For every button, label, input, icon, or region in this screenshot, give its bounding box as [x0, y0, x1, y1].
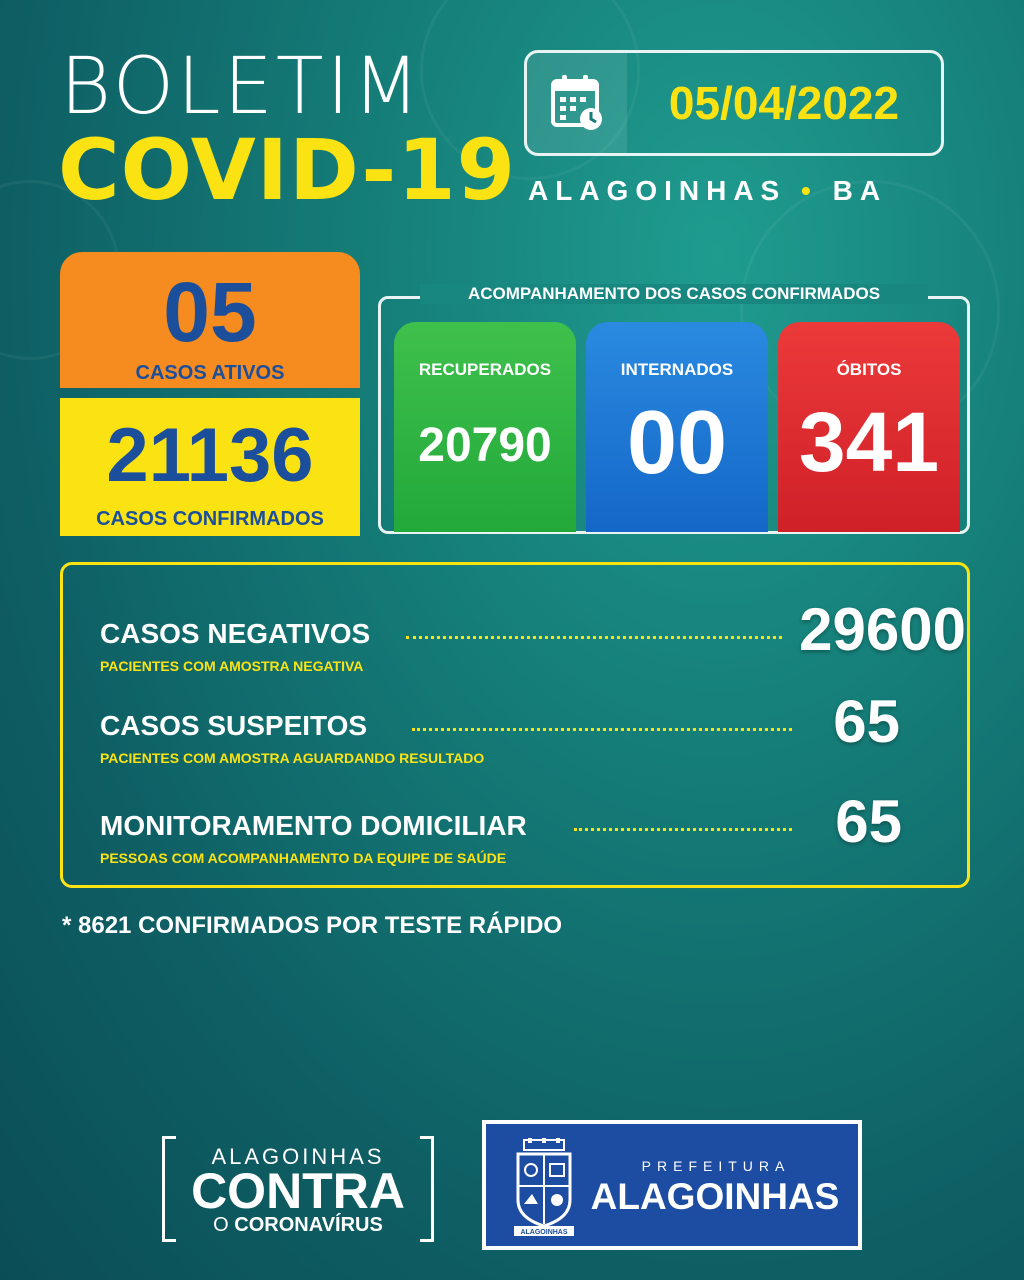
- city-crest-icon: [510, 1138, 578, 1238]
- confirmed-cases-card: [60, 398, 360, 536]
- location: [528, 175, 948, 207]
- deaths-label: ÓBITOS: [836, 360, 902, 379]
- prefeitura-logo-panel: [486, 1124, 858, 1246]
- active-cases-card: [60, 252, 360, 388]
- summary-row-home-monitoring: [100, 788, 902, 890]
- logo-line-prefix: O: [213, 1214, 229, 1236]
- deaths-card: [778, 322, 960, 532]
- logo-line-virus: CORONAVÍRUS: [234, 1214, 383, 1236]
- title-boletim: BOLETIM: [60, 42, 423, 132]
- deaths-value: 341: [798, 395, 940, 489]
- hospitalized-card: [586, 322, 768, 532]
- summary-row-suspect: [100, 688, 900, 790]
- city-name: ALAGOINHAS: [528, 175, 787, 206]
- row-title: CASOS NEGATIVOS: [100, 618, 371, 649]
- recovered-card: [394, 322, 576, 532]
- calendar-clock-icon: [527, 53, 627, 153]
- prefeitura-logo: [482, 1120, 862, 1250]
- recovered-value: 20790: [418, 419, 552, 472]
- prefeitura-label: PREFEITURA: [641, 1158, 791, 1174]
- active-cases-label: CASOS ATIVOS: [135, 362, 285, 384]
- state-name: BA: [832, 175, 888, 206]
- row-subtitle: PESSOAS COM ACOMPANHAMENTO DA EQUIPE DE SAÚDE: [100, 850, 507, 866]
- row-dotted-leader: [406, 636, 782, 639]
- hospitalized-label: INTERNADOS: [620, 360, 734, 379]
- recovered-label: RECUPERADOS: [418, 360, 552, 379]
- row-value: 65: [835, 788, 902, 855]
- row-value: 65: [833, 688, 900, 755]
- date-box: [524, 50, 944, 156]
- row-title: CASOS SUSPEITOS: [100, 710, 368, 741]
- location-separator: •: [801, 175, 818, 206]
- hospitalized-value: 00: [626, 393, 728, 493]
- confirmed-cases-label: CASOS CONFIRMADOS: [96, 508, 324, 530]
- row-dotted-leader: [412, 728, 792, 731]
- alagoinhas-contra-coronavirus-logo: [162, 1136, 434, 1242]
- confirmed-cases-value: 21136: [106, 413, 314, 498]
- footnote: * 8621 CONFIRMADOS POR TESTE RÁPIDO: [62, 912, 563, 939]
- row-subtitle: PACIENTES COM AMOSTRA AGUARDANDO RESULTADO: [100, 750, 485, 766]
- title-covid: COVID-19: [58, 121, 517, 219]
- report-date: 05/04/2022: [668, 77, 900, 129]
- prefeitura-city: ALAGOINHAS: [590, 1176, 840, 1217]
- tracking-title: ACOMPANHAMENTO DOS CASOS CONFIRMADOS: [420, 284, 928, 304]
- active-cases-value: 05: [163, 265, 257, 359]
- logo-line-contra: CONTRA: [191, 1163, 405, 1219]
- summary-row-negative: [100, 596, 966, 698]
- row-subtitle: PACIENTES COM AMOSTRA NEGATIVA: [100, 658, 364, 674]
- row-title: MONITORAMENTO DOMICILIAR: [100, 810, 527, 841]
- row-dotted-leader: [574, 828, 792, 831]
- row-value: 29600: [799, 596, 966, 663]
- logo-line-city: ALAGOINHAS: [211, 1144, 385, 1169]
- crest-ribbon-text: ALAGOINHAS: [520, 1229, 568, 1236]
- logo-line-coronavirus: [162, 1214, 434, 1237]
